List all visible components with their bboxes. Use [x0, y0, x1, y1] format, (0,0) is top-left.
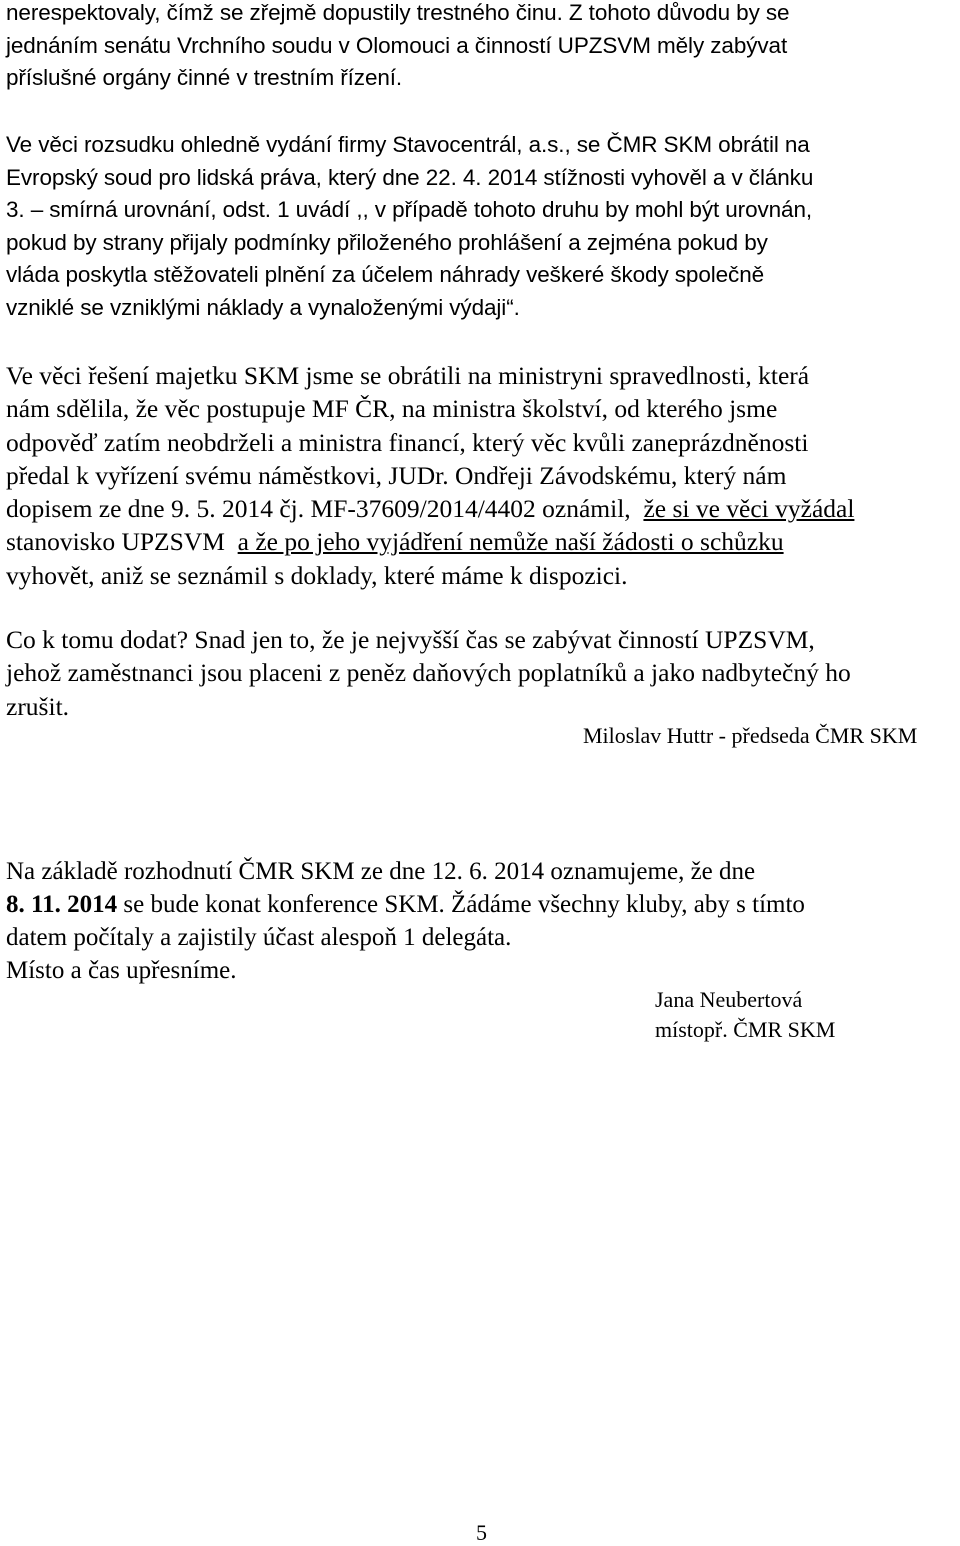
text-line: vyhovět, aniž se seznámil s doklady, které máme k dispozici.	[6, 560, 628, 590]
underlined-text: a že po jeho vyjádření nemůže naší žádosti o schůzku	[237, 527, 784, 557]
underlined-text: že si ve věci vyžádal	[643, 494, 855, 524]
paragraph-criminal-proceedings	[6, 0, 956, 95]
text-line	[6, 492, 956, 525]
signature-vice-chair	[655, 985, 835, 1045]
text-line: Evropský soud pro lidská práva, který dne 22. 4. 2014 stížnosti vyhověl a v článku	[6, 164, 814, 190]
text-line: vláda poskytla stěžovateli plnění za účelem náhrady veškeré škody společně	[6, 262, 765, 287]
text-fragment: se bude konat konference SKM. Žádáme všechny kluby, aby s tímto	[117, 891, 805, 918]
page-number: 5	[476, 1520, 487, 1545]
text-line: nerespektovaly, čímž se zřejmě dopustily trestného činu. Z tohoto důvodu by se	[6, 0, 790, 25]
text-fragment: dopisem ze dne 9. 5. 2014 čj. MF-37609/2014/4402 oznámil,	[6, 494, 631, 524]
text-line: příslušné orgány činné v trestním řízení.	[6, 65, 403, 90]
text-line: nám sdělila, že věc postupuje MF ČR, na ministra školství, od kterého jsme	[6, 394, 778, 424]
signature-chairman: Miloslav Huttr - předseda ČMR SKM	[583, 723, 918, 748]
signature-name: Jana Neubertová	[655, 987, 803, 1012]
bold-date: 8. 11. 2014	[6, 891, 118, 918]
text-line: odpověď zatím neobdrželi a ministra financí, který věc kvůli zaneprázdněnosti	[6, 427, 809, 457]
text-line: datem počítaly a zajistily účast alespoň 1 delegáta.	[6, 924, 512, 951]
paragraph-conclusion	[6, 623, 956, 723]
text-line: vzniklé se vzniklými náklady a vynaloženými výdaji“.	[6, 294, 520, 320]
text-line	[6, 525, 956, 558]
text-line: Ve věci řešení majetku SKM jsme se obrátili na ministryni spravedlnosti, která	[6, 361, 810, 390]
text-line: Co k tomu dodat? Snad jen to, že je nejvyšší čas se zabývat činností UPZSVM,	[6, 625, 815, 654]
paragraph-european-court	[6, 129, 956, 324]
text-line: 3. – smírná urovnání, odst. 1 uvádí ,, v případě tohoto druhu by mohl být urovnán,	[6, 197, 813, 222]
text-line: Na základě rozhodnutí ČMR SKM ze dne 12. 6. 2014 oznamujeme, že dne	[6, 858, 756, 885]
text-line	[6, 888, 956, 921]
signature-role: místopř. ČMR SKM	[655, 1017, 836, 1042]
text-fragment: stanovisko UPZSVM	[6, 527, 225, 557]
paragraph-conference-announcement	[6, 855, 956, 987]
text-line: Ve věci rozsudku ohledně vydání firmy Stavocentrál, a.s., se ČMR SKM obrátil na	[6, 132, 810, 157]
text-line: pokud by strany přijaly podmínky přiloženého prohlášení a zejména pokud by	[6, 229, 768, 255]
text-line: zrušit.	[6, 691, 70, 721]
text-line: předal k vyřízení svému náměstkovi, JUDr. Ondřeji Závodskému, který nám	[6, 460, 787, 490]
text-line: jednáním senátu Vrchního soudu v Olomouci a činností UPZSVM měly zabývat	[6, 32, 788, 58]
text-line: jehož zaměstnanci jsou placeni z peněz daňových poplatníků a jako nadbytečný ho	[6, 658, 851, 688]
text-line: Místo a čas upřesníme.	[6, 957, 237, 984]
paragraph-skm-property	[6, 359, 956, 592]
